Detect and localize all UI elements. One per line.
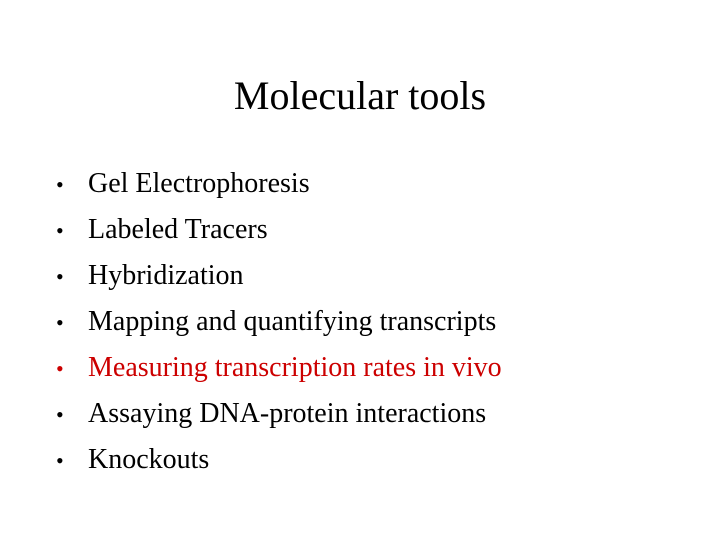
bullet-text: Assaying DNA-protein interactions (88, 398, 487, 429)
bullet-icon: • (56, 356, 64, 381)
bullet-icon: • (56, 310, 64, 335)
bullet-text: Mapping and quantifying transcripts (88, 306, 497, 337)
bullet-item (56, 299, 502, 345)
bullet-item (56, 207, 502, 253)
bullet-item (56, 391, 502, 437)
bullet-icon: • (56, 448, 64, 473)
bullet-icon: • (56, 402, 64, 427)
bullet-text: Gel Electrophoresis (88, 168, 310, 199)
bullet-item (56, 437, 502, 483)
bullet-text: Measuring transcription rates in vivo (88, 352, 502, 383)
slide-title: Molecular tools (233, 73, 487, 118)
bullet-text: Hybridization (88, 260, 244, 291)
bullet-text: Knockouts (88, 444, 210, 475)
bullet-icon: • (56, 264, 64, 289)
bullet-icon: • (56, 218, 64, 243)
bullet-text: Labeled Tracers (88, 214, 268, 245)
bullet-icon: • (56, 172, 64, 197)
bullet-item (56, 161, 502, 207)
bullet-item (56, 253, 502, 299)
bullet-list (56, 161, 502, 483)
bullet-item (56, 345, 502, 391)
